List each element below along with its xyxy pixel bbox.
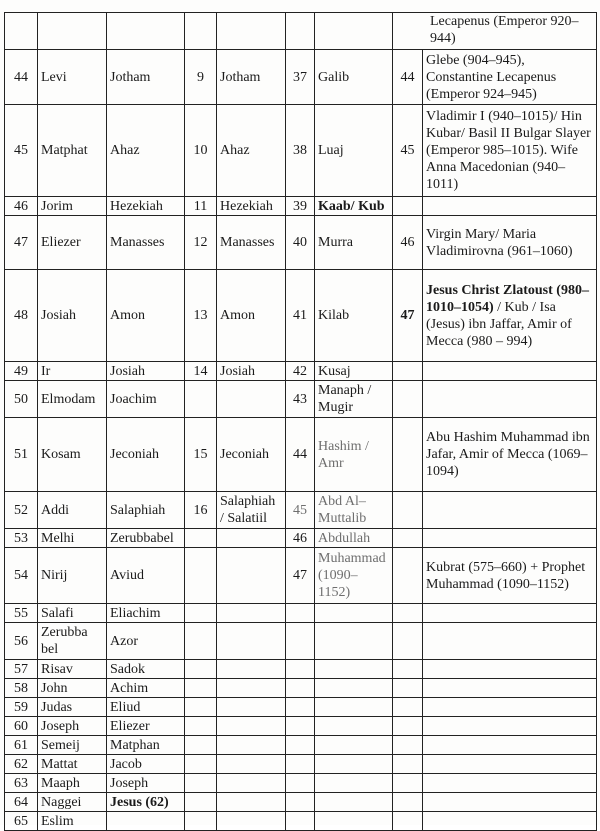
table-cell: Galib [315,50,393,105]
table-cell: Manasses [217,216,286,270]
table-cell: 61 [5,736,38,755]
table-cell: Kusaj [315,362,393,381]
table-cell: Salaphiah [107,492,185,529]
table-cell: 43 [286,381,315,418]
table-cell [185,623,217,660]
table-cell [217,381,286,418]
table-cell [393,362,423,381]
table-cell [423,679,597,698]
table-cell [423,660,597,679]
table-cell: 56 [5,623,38,660]
table-cell: 44 [286,418,315,492]
table-cell [185,604,217,623]
table-cell [286,793,315,812]
table-cell: 47 [286,548,315,604]
table-cell: Kubrat (575–660) + Prophet Muhammad (1090–1152) [423,548,597,604]
table-cell [423,381,597,418]
table-cell [393,717,423,736]
table-cell [393,418,423,492]
table-cell [315,698,393,717]
table-cell: Kosam [38,418,107,492]
table-cell: Azor [107,623,185,660]
table-cell: Abdullah [315,529,393,548]
table-row [5,216,597,270]
table-cell: Jeconiah [217,418,286,492]
table-cell [217,717,286,736]
table-cell: Addi [38,492,107,529]
table-cell [393,755,423,774]
table-cell: 45 [393,105,423,197]
table-cell: Sadok [107,660,185,679]
table-cell: 16 [185,492,217,529]
table-row [5,50,597,105]
table-cell [393,197,423,216]
table-cell: Levi [38,50,107,105]
table-cell: Abu Hashim Muhammad ibn Jafar, Amir of Mecca (1069–1094) [423,418,597,492]
table-cell: 49 [5,362,38,381]
table-cell [393,774,423,793]
table-cell [286,660,315,679]
table-cell: Abd Al–Muttalib [315,492,393,529]
table-cell: Manasses [107,216,185,270]
table-cell: Amon [107,270,185,362]
table-cell: Joseph [107,774,185,793]
table-cell [185,13,217,50]
table-cell [185,660,217,679]
table-cell: Josiah [107,362,185,381]
table-cell: Josiah [38,270,107,362]
table-cell [286,604,315,623]
table-cell: Jesus (62) [107,793,185,812]
table-cell: Mattat [38,755,107,774]
table-row [5,717,597,736]
table-row [5,13,597,50]
table-cell [423,717,597,736]
table-cell: 44 [5,50,38,105]
table-cell [393,492,423,529]
table-cell: 37 [286,50,315,105]
table-cell: Jorim [38,197,107,216]
table-cell: 53 [5,529,38,548]
table-cell [393,381,423,418]
table-cell: Semeij [38,736,107,755]
table-cell: 55 [5,604,38,623]
table-cell: Manaph / Mugir [315,381,393,418]
table-cell: Hezekiah [217,197,286,216]
table-cell [217,660,286,679]
table-cell [315,13,393,50]
table-cell: Judas [38,698,107,717]
kub-isa-text: / Kub / Isa (Jesus) ibn Jaffar, Amir of Mecca (980 – 994) [426,299,572,349]
table-row [5,623,597,660]
table-cell: Achim [107,679,185,698]
table-row [5,381,597,418]
table-cell [315,623,393,660]
table-cell: Ahaz [217,105,286,197]
table-cell: 57 [5,660,38,679]
table-row [5,548,597,604]
table-row [5,270,597,362]
table-cell: Ahaz [107,105,185,197]
table-cell: Matphan [107,736,185,755]
table-cell: Kilab [315,270,393,362]
table-cell [315,793,393,812]
table-cell: 51 [5,418,38,492]
table-cell [286,698,315,717]
table-cell: Ir [38,362,107,381]
table-cell: Salafi [38,604,107,623]
table-cell [185,736,217,755]
table-cell [393,736,423,755]
table-cell: Jacob [107,755,185,774]
table-row [5,529,597,548]
table-cell [423,793,597,812]
table-cell [393,529,423,548]
table-cell [423,755,597,774]
table-cell [315,717,393,736]
table-cell [286,717,315,736]
table-row [5,698,597,717]
table-cell [217,604,286,623]
table-cell: 13 [185,270,217,362]
table-cell: 63 [5,774,38,793]
table-cell: 58 [5,679,38,698]
table-cell: Lecapenus (Emperor 920–944) [393,13,597,50]
table-cell: Zerubbabel [107,529,185,548]
table-cell [393,623,423,660]
table-cell [315,679,393,698]
table-cell: 41 [286,270,315,362]
table-cell: Eslim [38,812,107,831]
table-cell: Muhammad (1090–1152) [315,548,393,604]
table-cell [393,679,423,698]
table-row [5,736,597,755]
table-cell [217,13,286,50]
table-row [5,774,597,793]
table-cell: Josiah [217,362,286,381]
table-cell [185,679,217,698]
table-cell [393,793,423,812]
table-cell: Jotham [107,50,185,105]
table-cell: 65 [5,812,38,831]
table-cell [217,812,286,831]
table-cell: Maaph [38,774,107,793]
table-cell [423,270,597,362]
table-cell [286,774,315,793]
table-row [5,660,597,679]
genealogy-table [4,12,597,831]
table-cell [286,736,315,755]
table-cell: Vladimir I (940–1015)/ Hin Kubar/ Basil II Bulgar Slayer (Emperor 985–1015). Wife Anna Macedonian (940–1011) [423,105,597,197]
table-cell [315,736,393,755]
table-cell [5,13,38,50]
table-cell [423,698,597,717]
table-cell: 40 [286,216,315,270]
table-cell [185,529,217,548]
table-cell [393,660,423,679]
table-cell: 47 [5,216,38,270]
table-cell: 15 [185,418,217,492]
table-cell: Murra [315,216,393,270]
table-cell [286,679,315,698]
table-cell: 64 [5,793,38,812]
table-cell [286,623,315,660]
table-cell: Virgin Mary/ Maria Vladimirovna (961–1060) [423,216,597,270]
table-cell: Jeconiah [107,418,185,492]
table-cell: Naggei [38,793,107,812]
table-cell: 46 [5,197,38,216]
table-cell: 54 [5,548,38,604]
table-cell: Risav [38,660,107,679]
table-cell [315,755,393,774]
table-cell [217,623,286,660]
table-row [5,679,597,698]
table-cell [315,660,393,679]
table-cell: 48 [5,270,38,362]
table-cell: 62 [5,755,38,774]
table-cell [423,492,597,529]
table-cell: John [38,679,107,698]
table-cell [423,623,597,660]
table-cell [38,13,107,50]
table-cell: 46 [286,529,315,548]
table-cell: Matphat [38,105,107,197]
table-cell: 50 [5,381,38,418]
table-cell: 45 [286,492,315,529]
table-cell [423,529,597,548]
table-cell [393,604,423,623]
table-cell: 44 [393,50,423,105]
table-cell: Joseph [38,717,107,736]
table-cell [185,381,217,418]
table-cell: 9 [185,50,217,105]
table-row [5,362,597,381]
table-cell [185,698,217,717]
table-cell: 59 [5,698,38,717]
table-cell: Joachim [107,381,185,418]
table-cell [286,755,315,774]
table-cell [217,755,286,774]
table-cell [286,812,315,831]
table-cell: 14 [185,362,217,381]
table-cell: 12 [185,216,217,270]
jesus-christ-zlatoust-text: Jesus Christ Zlatoust (980–1010–1054) [426,282,589,315]
table-row [5,492,597,529]
table-cell [286,13,315,50]
table-cell [393,698,423,717]
table-cell [217,529,286,548]
table-cell [217,548,286,604]
table-cell [217,774,286,793]
table-cell: Zerubba bel [38,623,107,660]
table-cell: Melhi [38,529,107,548]
table-row [5,604,597,623]
table-cell [107,812,185,831]
table-cell: Aviud [107,548,185,604]
table-cell [185,548,217,604]
table-cell [423,197,597,216]
table-cell: 11 [185,197,217,216]
table-cell [315,812,393,831]
table-cell: 39 [286,197,315,216]
table-cell: Eliezer [107,717,185,736]
table-cell [185,793,217,812]
table-cell [217,679,286,698]
table-cell [217,793,286,812]
table-row [5,793,597,812]
table-cell: Nirij [38,548,107,604]
table-cell: Salaphiah / Salatiil [217,492,286,529]
table-cell [393,548,423,604]
table-cell [315,604,393,623]
table-row [5,105,597,197]
table-cell: Eliud [107,698,185,717]
table-cell: Eliezer [38,216,107,270]
table-cell: Luaj [315,105,393,197]
table-cell [185,755,217,774]
table-cell: 10 [185,105,217,197]
table-cell [185,717,217,736]
table-cell: Amon [217,270,286,362]
table-cell [423,604,597,623]
table-cell: Glebe (904–945), Constantine Lecapenus (Emperor 924–945) [423,50,597,105]
table-cell [107,13,185,50]
table-row [5,418,597,492]
table-cell [185,812,217,831]
table-cell [185,774,217,793]
table-cell: 46 [393,216,423,270]
table-cell [315,774,393,793]
table-cell: Elmodam [38,381,107,418]
table-cell: Kaab/ Kub [315,197,393,216]
table-cell: 38 [286,105,315,197]
table-cell: 52 [5,492,38,529]
table-cell: 47 [393,270,423,362]
table-cell [217,698,286,717]
table-row [5,755,597,774]
table-cell: Hashim / Amr [315,418,393,492]
table-cell: 60 [5,717,38,736]
table-row [5,812,597,831]
table-cell [423,736,597,755]
table-cell [423,774,597,793]
table-cell [217,736,286,755]
table-row [5,197,597,216]
table-cell: 42 [286,362,315,381]
table-cell [393,812,423,831]
table-cell: Jotham [217,50,286,105]
table-cell: 45 [5,105,38,197]
table-cell: Hezekiah [107,197,185,216]
table-cell: Eliachim [107,604,185,623]
table-cell [423,812,597,831]
table-cell [423,362,597,381]
